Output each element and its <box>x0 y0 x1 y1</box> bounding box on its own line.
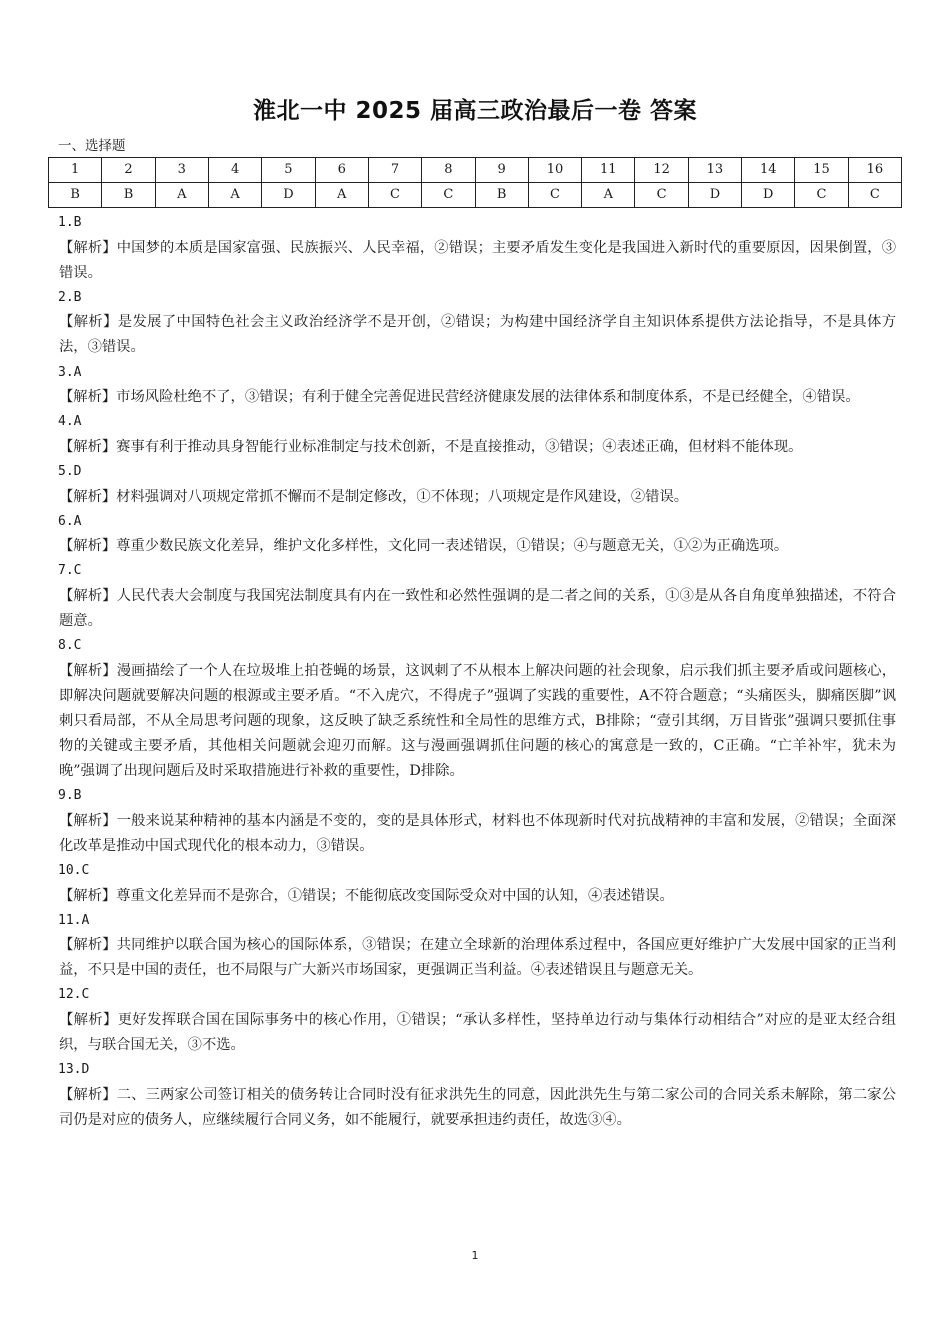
answer-cell: D <box>262 183 315 208</box>
question-answer-label: 1.B <box>58 215 82 230</box>
question-explanation: 【解析】材料强调对八项规定常抓不懈而不是制定修改，①不体现；八项规定是作风建设，②错误。 <box>59 488 689 505</box>
answer-table-answer-row <box>49 183 902 208</box>
question-explanation: 【解析】一般来说某种精神的基本内涵是不变的，变的是具体形式，材料也不体现新时代对抗战精神的丰富和发展，②错误；全面深化改革是推动中国式现代化的根本动力，③错误。 <box>59 812 896 854</box>
question-number-cell: 10 <box>528 158 581 183</box>
page-number: 1 <box>471 1249 479 1262</box>
answer-cell: C <box>528 183 581 208</box>
question-explanation: 【解析】漫画描绘了一个人在垃圾堆上拍苍蝇的场景，这讽刺了不从根本上解决问题的社会现象，启示我们抓主要矛盾或问题核心，即解决问题就要解决问题的根源或主要矛盾。“不入虎穴，不得虎子”强调了实践的重要性，A不符合题意；“头痛医头，脚痛医脚”讽刺只看局部，不从全局思考问题的现象，这反映了缺乏系统性和全局性的思维方式，B排除；“壹引其纲，万目皆张”强调只要抓住事物的关键或主要矛盾，其他相关问题就会迎刃而解。这与漫画强调抓住问题的核心的寓意是一致的，C正确。“亡羊补牢，犹未为晚”强调了出现问题后及时采取措施进行补救的重要性，D排除。 <box>59 662 896 780</box>
question-number-cell: 4 <box>208 158 261 183</box>
question-explanation: 【解析】共同维护以联合国为核心的国际体系，③错误；在建立全球新的治理体系过程中，各国应更好维护广大发展中国家的正当利益，不只是中国的责任，也不局限与广大新兴市场国家，更强调正当利益。④表述错误且与题意无关。 <box>59 937 896 979</box>
answer-table <box>48 157 902 208</box>
question-number-cell: 15 <box>795 158 848 183</box>
question-item <box>58 909 896 984</box>
question-number-cell: 1 <box>49 158 102 183</box>
question-number-cell: 2 <box>102 158 155 183</box>
question-answer-label: 3.A <box>58 364 82 380</box>
question-item <box>58 859 896 909</box>
question-answer-label: 11.A <box>58 912 90 928</box>
question-number-cell: 9 <box>475 158 528 183</box>
question-explanation: 【解析】赛事有利于推动具身智能行业标准制定与技术创新，不是直接推动，③错误；④表述正确，但材料不能体现。 <box>59 438 803 455</box>
page-title: 淮北一中 2025 届高三政治最后一卷 答案 <box>252 98 698 124</box>
question-item <box>58 361 896 411</box>
answer-cell: C <box>848 183 901 208</box>
question-answer-label: 8.C <box>58 638 82 654</box>
question-item <box>58 460 896 510</box>
answer-cell: B <box>49 183 102 208</box>
question-number-cell: 13 <box>688 158 741 183</box>
question-answer-label: 10.C <box>58 862 90 878</box>
question-explanation: 【解析】市场风险杜绝不了，③错误；有利于健全完善促进民营经济健康发展的法律体系和制度体系，不是已经健全，④错误。 <box>59 389 860 406</box>
answer-cell: C <box>422 183 475 208</box>
answer-cell: D <box>688 183 741 208</box>
question-item <box>58 1058 896 1133</box>
question-item <box>58 211 896 286</box>
explanations <box>58 211 896 1133</box>
question-item <box>58 286 896 361</box>
question-number-cell: 7 <box>368 158 421 183</box>
question-explanation: 【解析】人民代表大会制度与我国宪法制度具有内在一致性和必然性强调的是二者之间的关系，①③是从各自角度单独描述，不符合题意。 <box>59 587 896 629</box>
answer-cell: B <box>475 183 528 208</box>
question-answer-label: 13.D <box>58 1062 90 1078</box>
question-item <box>58 510 896 560</box>
question-answer-label: 9.B <box>58 788 82 804</box>
question-answer-label: 2.B <box>58 289 82 305</box>
question-answer-label: 12.C <box>58 987 90 1003</box>
question-number-cell: 11 <box>582 158 635 183</box>
question-number-cell: 5 <box>262 158 315 183</box>
answer-cell: D <box>742 183 795 208</box>
answer-cell: C <box>795 183 848 208</box>
question-explanation: 【解析】是发展了中国特色社会主义政治经济学不是开创，②错误；为构建中国经济学自主知识体系提供方法论指导，不是具体方法，③错误。 <box>59 314 896 356</box>
section-label: 一、选择题 <box>58 138 126 154</box>
question-item <box>58 983 896 1058</box>
answer-cell: A <box>208 183 261 208</box>
question-item <box>58 410 896 460</box>
question-number-cell: 14 <box>742 158 795 183</box>
question-answer-label: 5.D <box>58 463 82 479</box>
question-number-cell: 6 <box>315 158 368 183</box>
answer-table-number-row <box>49 158 902 183</box>
question-explanation: 【解析】尊重文化差异而不是弥合，①错误；不能彻底改变国际受众对中国的认知，④表述错误。 <box>59 887 674 904</box>
answer-cell: A <box>155 183 208 208</box>
answer-cell: C <box>368 183 421 208</box>
question-answer-label: 6.A <box>58 513 82 529</box>
question-explanation: 【解析】二、三两家公司签订相关的债务转让合同时没有征求洪先生的同意，因此洪先生与第二家公司的合同关系未解除，第二家公司仍是对应的债务人，应继续履行合同义务，如不能履行，就要承担违约责任，故选③④。 <box>59 1086 896 1128</box>
question-number-cell: 12 <box>635 158 688 183</box>
question-item <box>58 559 896 634</box>
question-item <box>58 634 896 784</box>
question-explanation: 【解析】更好发挥联合国在国际事务中的核心作用，①错误；“承认多样性，坚持单边行动与集体行动相结合”对应的是亚太经合组织，与联合国无关，③不选。 <box>59 1012 896 1054</box>
answer-cell: B <box>102 183 155 208</box>
answer-cell: A <box>315 183 368 208</box>
answer-cell: C <box>635 183 688 208</box>
question-answer-label: 4.A <box>58 414 82 430</box>
question-explanation: 【解析】尊重少数民族文化差异，维护文化多样性，文化同一表述错误，①错误；④与题意无关，①②为正确选项。 <box>59 538 789 555</box>
question-number-cell: 3 <box>155 158 208 183</box>
question-explanation: 【解析】中国梦的本质是国家富强、民族振兴、人民幸福，②错误；主要矛盾发生变化是我国进入新时代的重要原因，因果倒置，③错误。 <box>59 239 896 281</box>
question-number-cell: 8 <box>422 158 475 183</box>
question-item <box>58 784 896 859</box>
question-number-cell: 16 <box>848 158 901 183</box>
answer-cell: A <box>582 183 635 208</box>
question-answer-label: 7.C <box>58 563 82 579</box>
